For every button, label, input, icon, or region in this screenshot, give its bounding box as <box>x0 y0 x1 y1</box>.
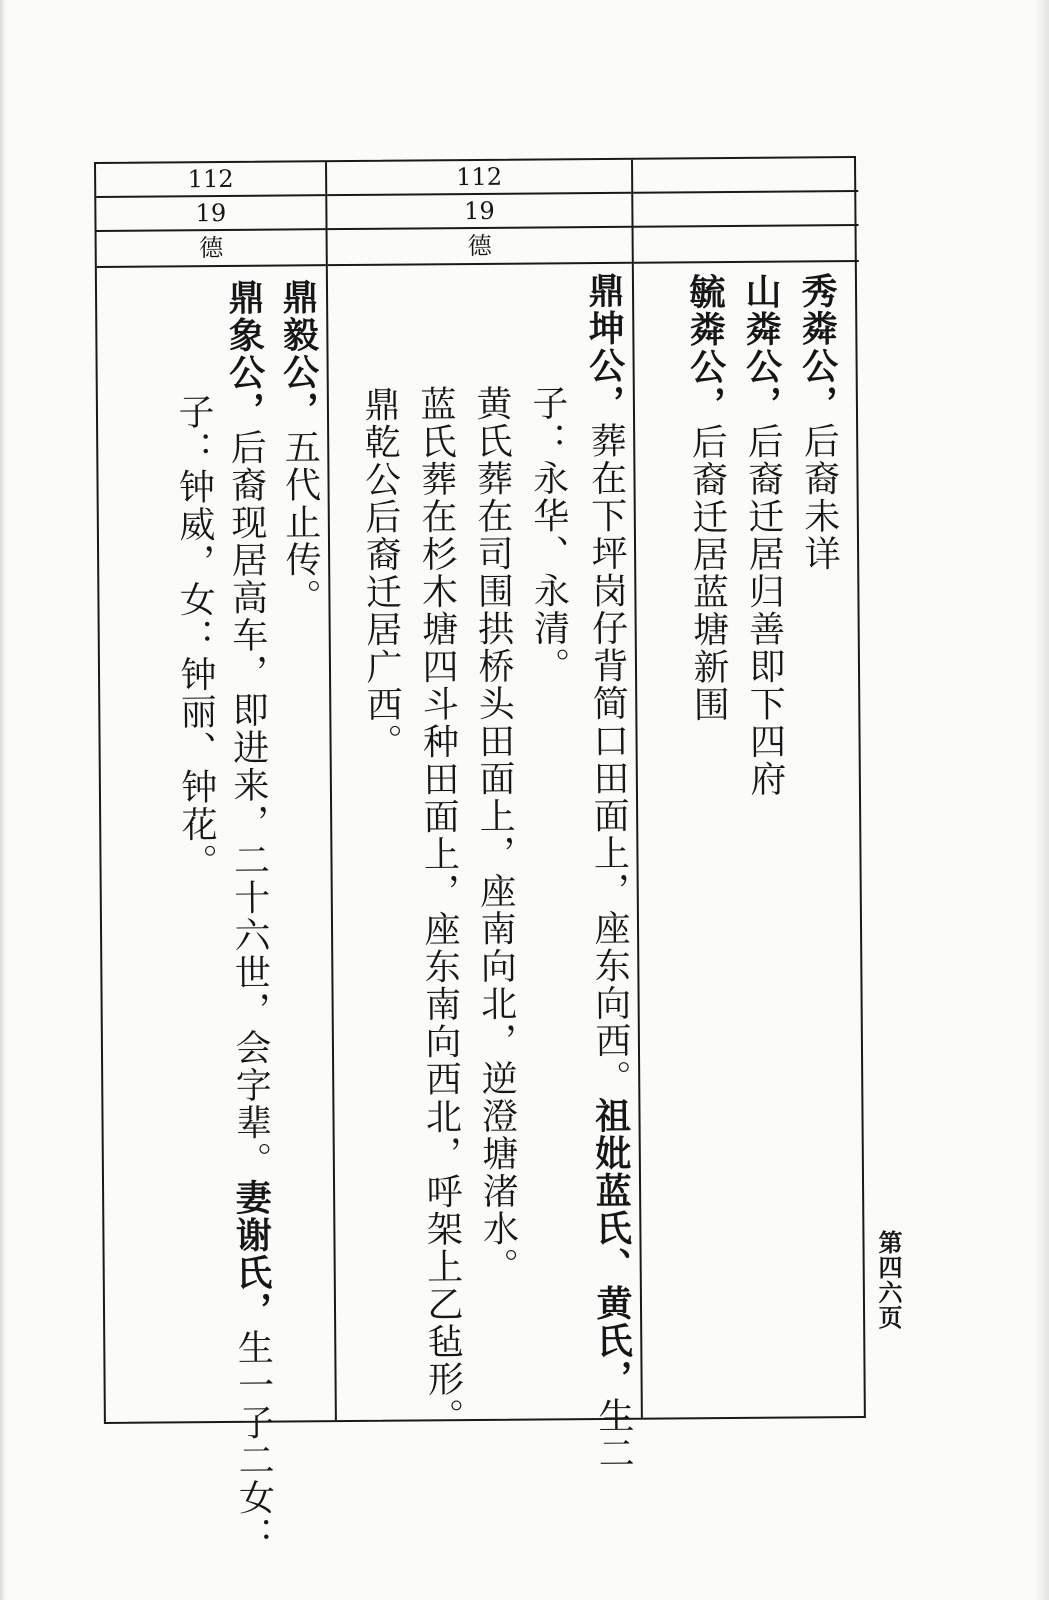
entry-lead: 山粦公， <box>739 272 784 423</box>
column-header-number: 112 <box>96 162 325 198</box>
column-header-generation <box>633 192 858 228</box>
entry-dingkun-children <box>526 384 571 685</box>
entry-dingqian <box>358 385 403 761</box>
column-header-number: 112 <box>327 160 631 196</box>
entry-lead: 秀粦公， <box>795 272 840 423</box>
entry-text: 后裔迁居归善即下四府 <box>742 422 787 798</box>
entry-text-secondary: 生一子二女： <box>232 1328 275 1554</box>
column-body <box>97 266 335 1554</box>
entry-lead-secondary: 妻谢氏， <box>229 1178 274 1329</box>
column-header-number <box>633 158 858 194</box>
table-column-middle <box>325 160 641 1473</box>
column-header-character <box>634 226 859 264</box>
page-right-edge-shadow <box>1035 0 1049 1600</box>
entry-text: 后裔现居高车，即进来，二十六世，会字辈。 <box>225 428 272 1179</box>
column-header-character: 德 <box>328 228 632 266</box>
entry-text: 子：钟威，女：钟丽、钟花。 <box>172 393 218 881</box>
entry-yulin <box>683 273 730 724</box>
entry-text-secondary: 生二 <box>592 1396 635 1473</box>
column-header-generation: 19 <box>327 194 631 230</box>
column-header-generation: 19 <box>96 196 325 232</box>
entry-dingxiang-children <box>172 393 218 881</box>
entry-lan-burial <box>414 385 465 1436</box>
column-body <box>634 262 868 1418</box>
entry-lead: 鼎毅公， <box>276 278 321 429</box>
entry-text: 黄氏葬在司围拱桥头田面上，座南向北，逆澄塘渚水。 <box>470 384 519 1286</box>
entry-dingkun <box>582 271 635 1473</box>
entry-dingyi <box>276 278 322 617</box>
page-left-edge-shadow <box>0 0 6 1600</box>
table-column-left <box>96 162 335 1554</box>
entry-lead-secondary: 祖妣蓝氏、黄氏， <box>589 1096 634 1398</box>
entry-text: 葬在下坪岗仔背简口田面上，座东向西。 <box>585 421 632 1098</box>
entry-lead: 毓粦公， <box>683 273 728 424</box>
table-column-right <box>631 158 868 1418</box>
column-header-character: 德 <box>97 230 326 268</box>
entry-dingxiang <box>222 278 275 1554</box>
entry-text: 蓝氏葬在杉木塘四斗种田面上，座东南向西北，呼架上乙毡形。 <box>414 385 465 1436</box>
entry-text: 五代止传。 <box>279 428 322 617</box>
entry-text: 子：永华、永清。 <box>526 384 571 685</box>
entry-text: 后裔迁居蓝塘新围 <box>686 423 730 724</box>
entry-xiulin <box>795 272 841 573</box>
entry-lead: 鼎象公， <box>222 278 267 429</box>
entry-text: 后裔未详 <box>798 422 841 573</box>
genealogy-table <box>94 156 866 1554</box>
entry-shanlin <box>739 272 787 798</box>
page-number: 第四六页 <box>874 1230 903 1330</box>
entry-lead: 鼎坤公， <box>582 271 627 423</box>
entry-huang-burial <box>470 384 519 1286</box>
entry-text: 鼎乾公后裔迁居广西。 <box>358 385 403 761</box>
column-body <box>328 264 641 1473</box>
